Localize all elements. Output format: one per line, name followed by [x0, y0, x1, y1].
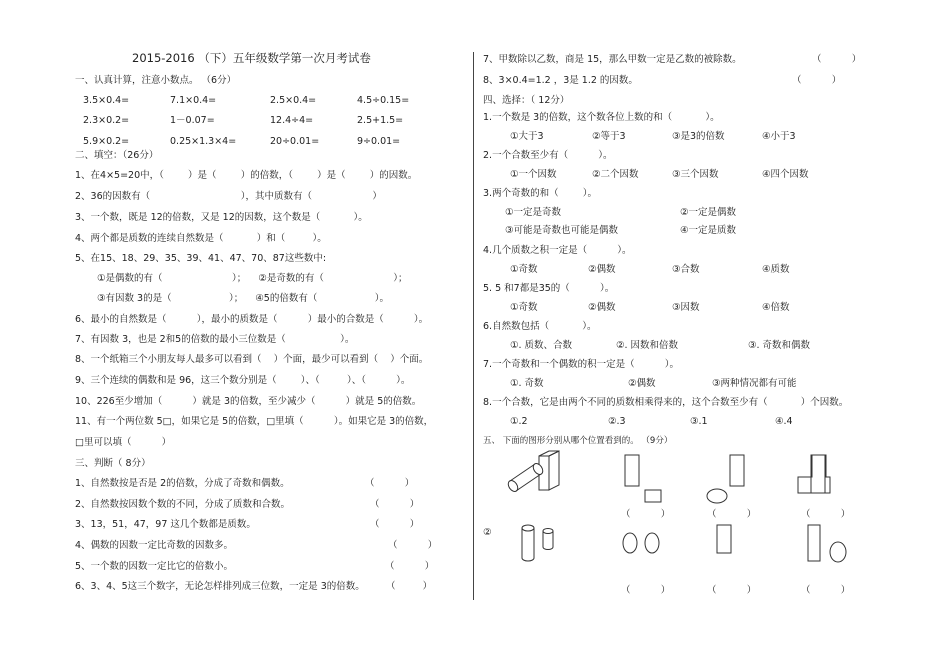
view-3-shapes [796, 452, 846, 507]
page-title: 2015-2016 （下）五年级数学第一次月考试卷 [132, 51, 371, 65]
calc-1-4: 4.5÷0.15= [357, 95, 410, 106]
choice-q1: 1.一个数是 3的倍数，这个数各位上数的和（ ）。 [483, 112, 720, 123]
calc-3-4: 9÷0.01= [357, 136, 401, 147]
choice-q4-opt3: ③合数 [672, 264, 700, 275]
calc-2-3: 12.4÷4= [270, 115, 314, 126]
view-4-shapes [615, 525, 665, 565]
judge-paren-4: （ ） [388, 540, 438, 551]
fill-item-11: 11、有一个两位数 5□，如果它是 5的倍数，□里填（ ）。如果它是 3的倍数， [75, 416, 434, 427]
judge-paren-6: （ ） [386, 581, 433, 592]
view-2-shapes [700, 452, 750, 507]
calc-2-4: 2.5+1.5= [357, 115, 404, 126]
judge-paren-5: （ ） [385, 561, 435, 572]
row2-label: ② [483, 527, 492, 538]
section5-heading: 五、 下面的图形分别从哪个位置看到的。 （9分） [483, 436, 673, 446]
calc-3-2: 0.25×1.3×4= [170, 136, 237, 147]
fill-item-5a: ①是偶数的有（ ）； ②是奇数的有（ ）； [97, 273, 408, 284]
choice-q7-opt1: ①. 奇数 [510, 378, 544, 389]
fill-item-4: 4、两个都是质数的连续自然数是（ ）和（ ）。 [75, 233, 327, 244]
choice-q3: 3.两个奇数的和（ ）。 [483, 188, 597, 199]
choice-q3-opt4: ④一定是质数 [680, 225, 737, 236]
fill-item-2: 2、36的因数有（ ），其中质数有（ ） [75, 191, 382, 202]
choice-q8-opt1: ①.2 [510, 416, 528, 427]
fill-item-8: 8、一个纸箱三个小朋友每人最多可以看到（ ）个面，最少可以看到（ ）个面。 [75, 354, 429, 365]
view-1-shapes [618, 452, 668, 507]
fill-item-1: 1、在4×5=20中，（ ）是（ ）的倍数，（ ）是（ ）的因数。 [75, 170, 418, 181]
answer-paren-5: （ ） [707, 585, 757, 596]
choice-q1-opt2: ②等于3 [592, 131, 626, 142]
column-divider [473, 52, 474, 600]
answer-paren-2: （ ） [707, 509, 757, 520]
choice-q8-opt4: ④.4 [775, 416, 793, 427]
judge-item-1: 1、自然数按是否是 2的倍数，分成了奇数和偶数。 [75, 478, 290, 489]
judge-item-5: 5、一个数的因数一定比它的倍数小。 [75, 561, 234, 572]
fill-item-6: 6、最小的自然数是（ ），最小的质数是（ ）最小的合数是（ ）。 [75, 314, 429, 325]
choice-q1-opt3: ③是3的倍数 [672, 131, 725, 142]
fill-item-5b: ③有因数 3的是（ ）； ④5的倍数有（ ）。 [97, 293, 389, 304]
choice-q7-opt2: ②偶数 [628, 378, 656, 389]
choice-q6-opt3: ③. 奇数和偶数 [748, 340, 811, 351]
choice-q8: 8.一个合数，它是由两个不同的质数相乘得来的，这个合数至少有（ ）个因数。 [483, 397, 849, 408]
calc-1-1: 3.5×0.4= [83, 95, 130, 106]
judge-paren-7: （ ） [812, 54, 862, 65]
fill-item-10: 10、226至少增加（ ）就是 3的倍数，至少减少（ ）就是 5的倍数。 [75, 396, 422, 407]
choice-q4: 4.几个质数之积一定是（ ）。 [483, 245, 632, 256]
answer-paren-3: （ ） [801, 509, 851, 520]
choice-q2-opt3: ③三个因数 [672, 169, 719, 180]
choice-q1-opt1: ①大于3 [510, 131, 544, 142]
answer-paren-1: （ ） [621, 509, 671, 520]
choice-q4-opt4: ④质数 [762, 264, 790, 275]
judge-item-3: 3、13，51，47，97 这几个数都是质数。 [75, 519, 256, 530]
fill-item-9: 9、三个连续的偶数和是 96，这三个数分别是（ ）、（ ）、（ ）。 [75, 375, 411, 386]
choice-q2-opt2: ②二个因数 [592, 169, 639, 180]
fill-item-3: 3、一个数，既是 12的倍数，又是 12的因数，这个数是（ ）。 [75, 212, 368, 223]
choice-q6-opt2: ②. 因数和倍数 [616, 340, 679, 351]
choice-q7-opt3: ③两种情况都有可能 [712, 378, 797, 389]
judge-paren-3: （ ） [370, 519, 420, 530]
judge-item-6: 6、3、4、5这三个数字，无论怎样排列成三位数，一定是 3的倍数。 [75, 581, 365, 592]
cylinder-and-prism-figure [505, 448, 565, 498]
choice-q2: 2.一个合数至少有（ ）。 [483, 150, 613, 161]
fill-item-5: 5、在15、18、29、35、39、41、47、70、87这些数中: [75, 253, 327, 264]
section4-heading: 四、选择：（ 12分） [483, 95, 570, 106]
judge-item-2: 2、自然数按因数个数的不同，分成了质数和合数。 [75, 499, 291, 510]
choice-q8-opt2: ②.3 [608, 416, 626, 427]
choice-q1-opt4: ④小于3 [762, 131, 796, 142]
judge-item-4: 4、偶数的因数一定比奇数的因数多。 [75, 540, 234, 551]
view-5-shapes [710, 522, 740, 562]
choice-q6-opt1: ①. 质数、合数 [510, 340, 573, 351]
calc-2-2: 1－0.07= [170, 115, 215, 126]
judge-item-8: 8、3×0.4=1.2 ，3是 1.2 的因数。 [483, 75, 638, 86]
choice-q2-opt4: ④四个因数 [762, 169, 809, 180]
choice-q5-opt1: ①奇数 [510, 302, 538, 313]
calc-1-3: 2.5×0.4= [270, 95, 317, 106]
judge-paren-1: （ ） [365, 478, 415, 489]
calc-3-3: 20÷0.01= [270, 136, 320, 147]
answer-paren-4: （ ） [621, 585, 671, 596]
choice-q5: 5. 5 和7都是35的（ ）。 [483, 283, 615, 294]
section2-heading: 二、填空：（26分） [75, 150, 159, 161]
choice-q6: 6.自然数包括（ ）。 [483, 321, 597, 332]
choice-q3-opt2: ②一定是偶数 [680, 207, 737, 218]
choice-q5-opt3: ③因数 [672, 302, 700, 313]
choice-q4-opt1: ①奇数 [510, 264, 538, 275]
choice-q3-opt3: ③可能是奇数也可能是偶数 [505, 225, 619, 236]
choice-q2-opt1: ①一个因数 [510, 169, 557, 180]
judge-paren-2: （ ） [370, 499, 420, 510]
judge-paren-8: （ ） [792, 75, 842, 86]
judge-item-7: 7、甲数除以乙数，商是 15，那么甲数一定是乙数的被除数。 [483, 54, 742, 65]
answer-paren-6: （ ） [801, 585, 851, 596]
choice-q3-opt1: ①一定是奇数 [505, 207, 562, 218]
fill-item-7: 7、有因数 3，也是 2和5的倍数的最小三位数是（ ）。 [75, 334, 355, 345]
calc-2-1: 2.3×0.2= [83, 115, 130, 126]
view-6-shapes [800, 522, 860, 567]
cylinders-figure [515, 520, 565, 570]
calc-1-2: 7.1×0.4= [170, 95, 217, 106]
choice-q4-opt2: ②偶数 [588, 264, 616, 275]
choice-q5-opt4: ④倍数 [762, 302, 790, 313]
choice-q8-opt3: ③.1 [690, 416, 708, 427]
choice-q7: 7.一个奇数和一个偶数的积一定是（ ）。 [483, 359, 680, 370]
fill-item-11b: □里可以填（ ） [75, 437, 172, 448]
section3-heading: 三、判断（ 8分） [75, 458, 151, 469]
section1-heading: 一、认真计算，注意小数点。 （6分） [75, 75, 237, 86]
choice-q5-opt2: ②偶数 [588, 302, 616, 313]
calc-3-1: 5.9×0.2= [83, 136, 130, 147]
